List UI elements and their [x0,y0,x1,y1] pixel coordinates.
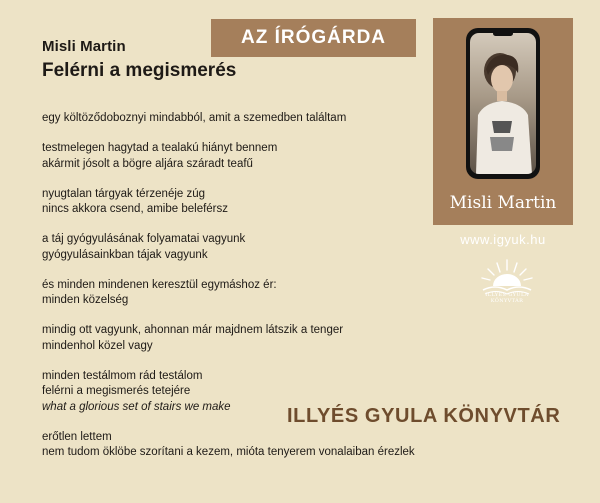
stanza-4 [42,232,472,263]
logo-text [475,292,539,304]
poem-line: felérni a megismerés tetejére [42,385,191,397]
poem-line: gyógyulásainkban tájak vagyunk [42,248,208,261]
poem-line: minden közelség [42,294,129,306]
stanza-2 [42,141,472,172]
poem-line: mindenhol közel vagy [42,339,153,352]
poem-line: mindig ott vagyunk, ahonnan már majdnem látszik a tenger [42,324,344,336]
portrait-photo-icon [470,33,536,174]
poem-line: nyugtalan tárgyak térzenéje zúg [42,187,206,200]
poem-line: akármit jósolt a bögre aljára száradt teafű [42,157,253,170]
poem-title: Felérni a megismerés [42,60,237,81]
website-link[interactable]: www.igyuk.hu [460,232,546,247]
series-banner: AZ ÍRÓGÁRDA [211,19,416,57]
poem-line: nem tudom öklöbe szorítani a kezem, mióta tenyerem vonalaiban érezlek [42,446,415,458]
library-name: ILLYÉS GYULA KÖNYVTÁR [287,405,561,427]
card-author-name: Misli Martin [449,193,557,213]
stanza-3 [42,187,472,218]
logo-line-1: ILLYÉS GYULA [485,292,529,298]
poem-line: nincs akkora csend, amibe beleférsz [42,203,229,215]
portrait-illustration [470,33,536,174]
logo-line-2: KÖNYVTÁR [490,298,524,304]
stanza-5 [42,278,472,309]
phone-frame [466,28,540,179]
poem-line: testmelegen hagytad a tealakú hiányt bennem [42,142,278,154]
poem-line: erőtlen lettem [42,430,112,443]
poem-line: és minden mindenen keresztül egymáshoz ér: [42,278,277,291]
phone-notch [493,31,513,36]
poem-line-italic: what a glorious set of stairs we make [42,400,231,413]
author-name: Misli Martin [42,38,126,55]
poem-line: minden testálmom rád testálom [42,369,203,382]
poem-line: a táj gyógyulásának folyamatai vagyunk [42,233,246,245]
poem-line: egy költöződoboznyi mindabból, amit a szemedben találtam [42,112,347,124]
sunrise-book-logo-icon [475,256,539,316]
stanza-1 [42,111,472,127]
stanza-6 [42,323,472,354]
stanza-8 [42,430,472,461]
author-card [433,18,573,225]
